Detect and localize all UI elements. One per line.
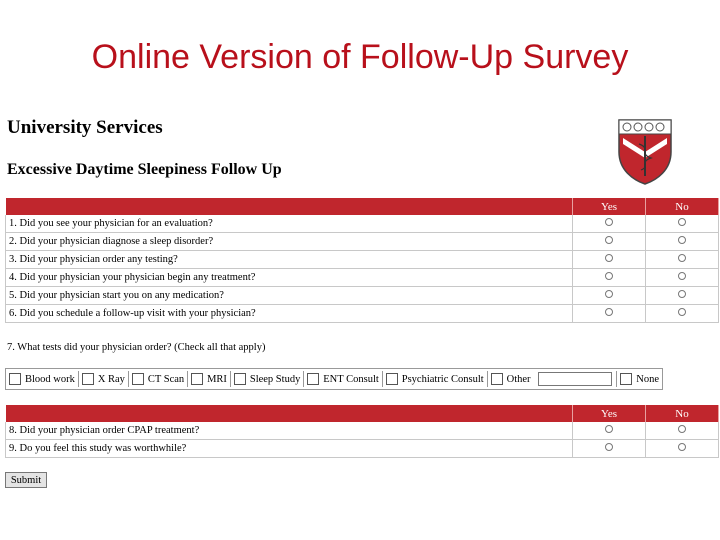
divider xyxy=(78,371,79,387)
checkbox-mri[interactable]: MRI xyxy=(191,373,227,385)
q1-yes-radio[interactable] xyxy=(605,218,613,226)
questions-table-2 xyxy=(5,405,719,458)
q2-yes-radio[interactable] xyxy=(605,236,613,244)
no-header: No xyxy=(646,198,719,215)
table-row xyxy=(6,233,719,251)
checkbox-ent-consult[interactable]: ENT Consult xyxy=(307,373,379,385)
q4-yes-radio[interactable] xyxy=(605,272,613,280)
checkbox-icon[interactable] xyxy=(307,373,319,385)
other-text-input[interactable] xyxy=(538,372,613,386)
tests-checkbox-group xyxy=(5,368,663,390)
checkbox-icon[interactable] xyxy=(620,373,632,385)
q8-yes-radio[interactable] xyxy=(605,425,613,433)
q9-no-radio[interactable] xyxy=(678,443,686,451)
divider xyxy=(128,371,129,387)
submit-button[interactable]: Submit xyxy=(5,472,47,488)
q5-no-radio[interactable] xyxy=(678,290,686,298)
checkbox-icon[interactable] xyxy=(234,373,246,385)
checkbox-sleep-study[interactable]: Sleep Study xyxy=(234,373,300,385)
divider xyxy=(487,371,488,387)
checkbox-icon[interactable] xyxy=(191,373,203,385)
q1-no-radio[interactable] xyxy=(678,218,686,226)
checkbox-icon[interactable] xyxy=(9,373,21,385)
form-title: Excessive Daytime Sleepiness Follow Up xyxy=(7,161,282,178)
no-header: No xyxy=(646,405,719,422)
question-label: 9. Do you feel this study was worthwhile? xyxy=(6,440,573,458)
checkbox-blood-work[interactable]: Blood work xyxy=(9,373,75,385)
checkbox-icon[interactable] xyxy=(386,373,398,385)
checkbox-other[interactable]: Other xyxy=(491,373,531,385)
table-header xyxy=(6,198,719,215)
divider xyxy=(382,371,383,387)
divider xyxy=(230,371,231,387)
q7-label: 7. What tests did your physician order? (Check all that apply) xyxy=(7,342,266,353)
org-name: University Services xyxy=(7,117,163,138)
table-header xyxy=(6,405,719,422)
yes-header: Yes xyxy=(573,405,646,422)
question-label: 2. Did your physician diagnose a sleep disorder? xyxy=(6,233,573,251)
checkbox-ct-scan[interactable]: CT Scan xyxy=(132,373,184,385)
question-label: 8. Did your physician order CPAP treatment? xyxy=(6,422,573,440)
checkbox-x-ray[interactable]: X Ray xyxy=(82,373,125,385)
question-label: 1. Did you see your physician for an evaluation? xyxy=(6,215,573,233)
q8-no-radio[interactable] xyxy=(678,425,686,433)
q3-yes-radio[interactable] xyxy=(605,254,613,262)
q3-no-radio[interactable] xyxy=(678,254,686,262)
q5-yes-radio[interactable] xyxy=(605,290,613,298)
slide-title: Online Version of Follow-Up Survey xyxy=(91,38,629,76)
table-row xyxy=(6,287,719,305)
question-label: 6. Did you schedule a follow-up visit with your physician? xyxy=(6,305,573,323)
table-row xyxy=(6,215,719,233)
table-row xyxy=(6,305,719,323)
checkbox-icon[interactable] xyxy=(132,373,144,385)
table-row xyxy=(6,440,719,458)
question-label: 5. Did your physician start you on any medication? xyxy=(6,287,573,305)
q6-no-radio[interactable] xyxy=(678,308,686,316)
q6-yes-radio[interactable] xyxy=(605,308,613,316)
university-shield-icon xyxy=(617,118,673,186)
divider xyxy=(303,371,304,387)
question-label: 4. Did your physician your physician begin any treatment? xyxy=(6,269,573,287)
q4-no-radio[interactable] xyxy=(678,272,686,280)
divider xyxy=(616,371,617,387)
questions-table-1 xyxy=(5,198,719,323)
checkbox-icon[interactable] xyxy=(491,373,503,385)
table-row xyxy=(6,251,719,269)
divider xyxy=(187,371,188,387)
question-label: 3. Did your physician order any testing? xyxy=(6,251,573,269)
q9-yes-radio[interactable] xyxy=(605,443,613,451)
checkbox-psychiatric-consult[interactable]: Psychiatric Consult xyxy=(386,373,484,385)
yes-header: Yes xyxy=(573,198,646,215)
checkbox-none[interactable]: None xyxy=(620,373,659,385)
checkbox-icon[interactable] xyxy=(82,373,94,385)
q2-no-radio[interactable] xyxy=(678,236,686,244)
table-row xyxy=(6,269,719,287)
table-row xyxy=(6,422,719,440)
